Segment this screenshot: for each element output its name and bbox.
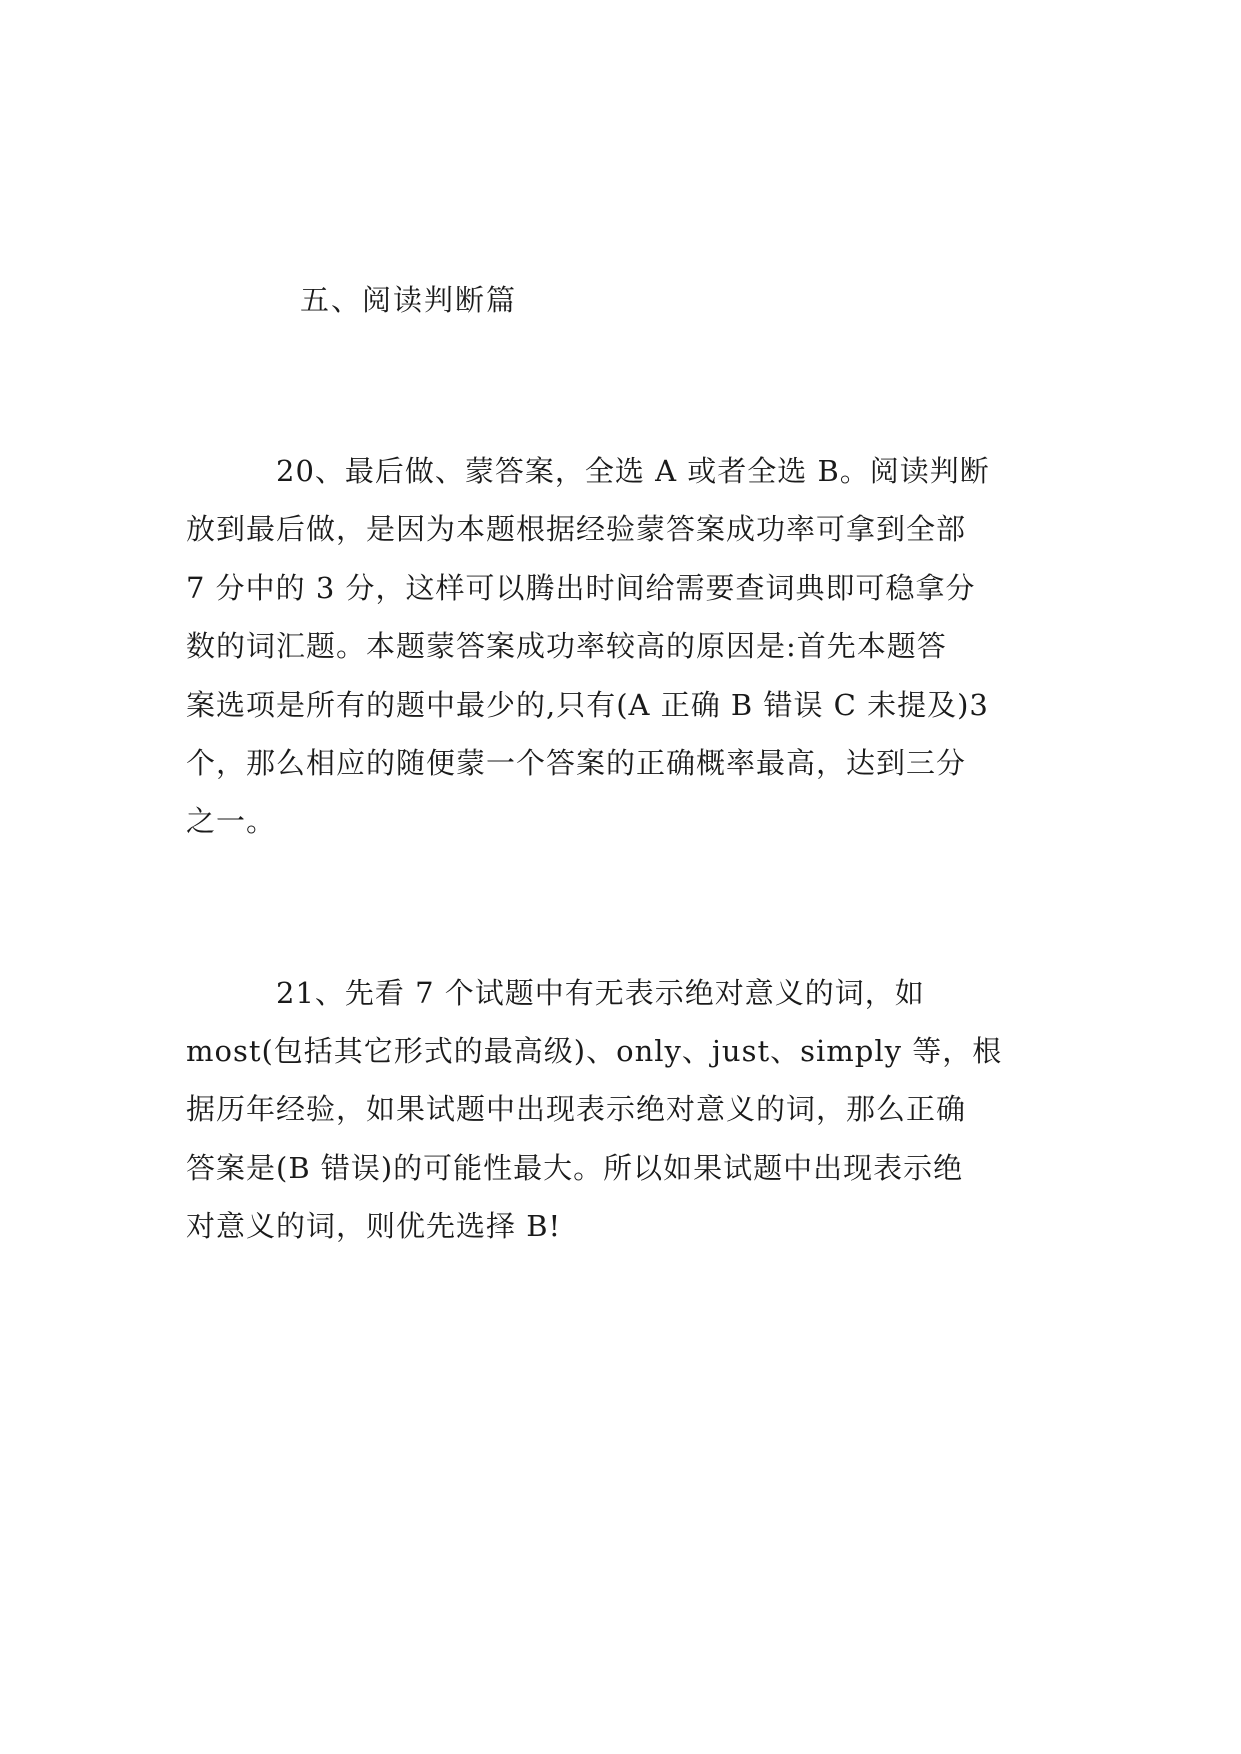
paragraph-line: 21、先看 7 个试题中有无表示绝对意义的词，如	[186, 976, 925, 1010]
paragraph-line: 之一。	[186, 804, 277, 838]
paragraph-line: 7 分中的 3 分，这样可以腾出时间给需要查词典即可稳拿分	[186, 571, 976, 605]
paragraph-line: 据历年经验，如果试题中出现表示绝对意义的词，那么正确	[186, 1092, 967, 1126]
paragraph-line: 20、最后做、蒙答案，全选 A 或者全选 B。阅读判断	[186, 454, 990, 488]
paragraph-line: 对意义的词，则优先选择 B!	[186, 1209, 562, 1243]
paragraph-line: 答案是(B 错误)的可能性最大。所以如果试题中出现表示绝	[186, 1151, 964, 1185]
paragraph-line: 放到最后做，是因为本题根据经验蒙答案成功率可拿到全部	[186, 512, 967, 546]
section-heading: 五、阅读判断篇	[300, 283, 518, 317]
paragraph-line: 个，那么相应的随便蒙一个答案的正确概率最高，达到三分	[186, 746, 967, 780]
paragraph-line: 案选项是所有的题中最少的,只有(A 正确 B 错误 C 未提及)3	[186, 688, 989, 722]
paragraph-line: most(包括其它形式的最高级)、only、just、simply 等，根	[186, 1034, 1003, 1068]
paragraph-line: 数的词汇题。本题蒙答案成功率较高的原因是:首先本题答	[186, 629, 947, 663]
